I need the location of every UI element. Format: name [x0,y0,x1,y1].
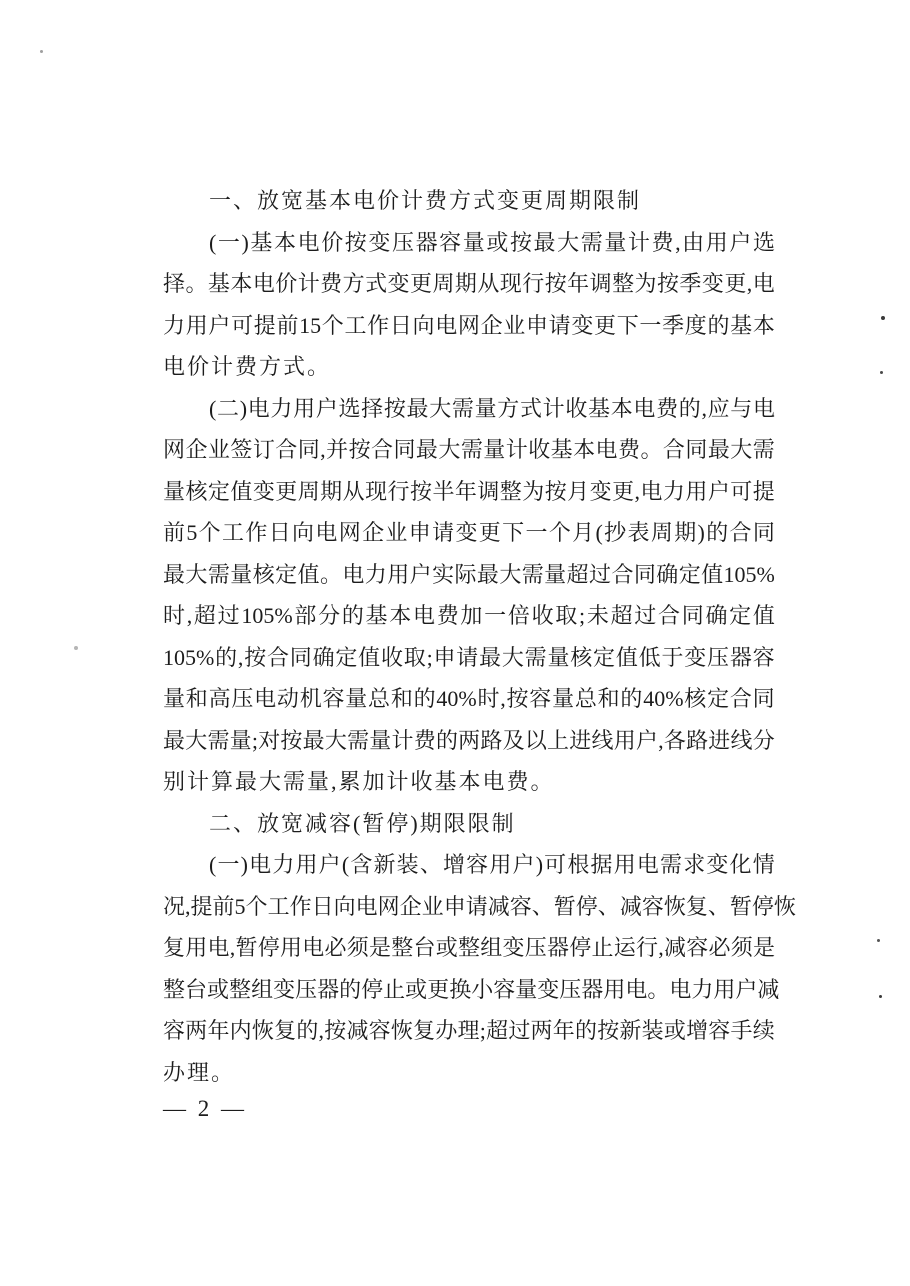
page-number: — 2 — [163,1096,247,1121]
scan-speck [880,371,883,374]
scan-speck [877,939,880,942]
text-line: 最 大 需 量 ; 对 按 最 大 需 量 计 费 的 两 路 及 以 上 进 线 用 户 , 各 路 进 线 分 [163,727,775,753]
text-line: 量 核 定 值 变 更 周 期 从 现 行 按 半 年 调 整 为 按 月 变 更 , 电 力 用 户 可 提 [163,478,775,504]
text-line: 电价计费方式。 [163,354,332,379]
text-line: ( 一 ) 基 本 电 价 按 变 压 器 容 量 或 按 最 大 需 量 计 费 , 由 用 户 选 [209,229,775,255]
text-line: 前 5 个 工 作 日 向 电 网 企 业 申 请 变 更 下 一 个 月 ( 抄 表 周 期 ) 的 合 同 [163,520,775,545]
text-line: ( 一 ) 电 力 用 户 ( 含 新 装 、 增 容 用 户 ) 可 根 据 用 电 需 求 变 化 情 [209,852,775,877]
text-line: 力 用 户 可 提 前 15 个 工 作 日 向 电 网 企 业 申 请 变 更 下 一 季 度 的 基 本 [163,312,775,338]
text-line: 最 大 需 量 核 定 值 。 电 力 用 户 实 际 最 大 需 量 超 过 合 同 确 定 值 105% [163,561,775,587]
text-line: 别计算最大需量,累加计收基本电费。 [163,769,555,794]
scan-speck [879,995,882,998]
text-line: 105% 的 , 按 合 同 确 定 值 收 取 ; 申 请 最 大 需 量 核 定 值 低 于 变 压 器 容 [163,644,775,670]
text-line: ( 二 ) 电 力 用 户 选 择 按 最 大 需 量 方 式 计 收 基 本 电 费 的 , 应 与 电 [209,395,775,421]
text-line: 复 用 电 , 暂 停 用 电 必 须 是 整 台 或 整 组 变 压 器 停 止 运 行 , 减 容 必 须 是 [163,935,775,960]
section-heading: 一、放宽基本电价计费方式变更周期限制 [209,188,642,213]
section-heading: 二、放宽减容(暂停)期限限制 [209,810,516,836]
text-line: 网 企 业 签 订 合 同 , 并 按 合 同 最 大 需 量 计 收 基 本 电 费 。 合 同 最 大 需 [163,437,775,462]
text-line: 况 , 提 前 5 个 工 作 日 向 电 网 企 业 申 请 减 容 、 暂 停 、 减 容 恢 复 、 暂 停 恢 [163,893,796,919]
text-line: 容 两 年 内 恢 复 的 , 按 减 容 恢 复 办 理 ; 超 过 两 年 的 按 新 装 或 增 容 手 续 [163,1018,775,1043]
text-line: 时 , 超 过 105% 部 分 的 基 本 电 费 加 一 倍 收 取 ; 未 超 过 合 同 确 定 值 [163,603,775,628]
scan-speck [74,646,78,650]
scan-speck [881,316,885,320]
text-line: 择 。 基 本 电 价 计 费 方 式 变 更 周 期 从 现 行 按 年 调 整 为 按 季 变 更 , 电 [163,271,775,296]
text-line: 办理。 [163,1059,236,1085]
document-body [163,188,796,1101]
scan-speck [40,50,43,53]
text-line: 量 和 高 压 电 动 机 容 量 总 和 的 40% 时 , 按 容 量 总 和 的 40% 核 定 合 同 [163,686,775,711]
text-line: 整 台 或 整 组 变 压 器 的 停 止 或 更 换 小 容 量 变 压 器 用 电 。 电 力 用 户 减 [163,976,780,1002]
